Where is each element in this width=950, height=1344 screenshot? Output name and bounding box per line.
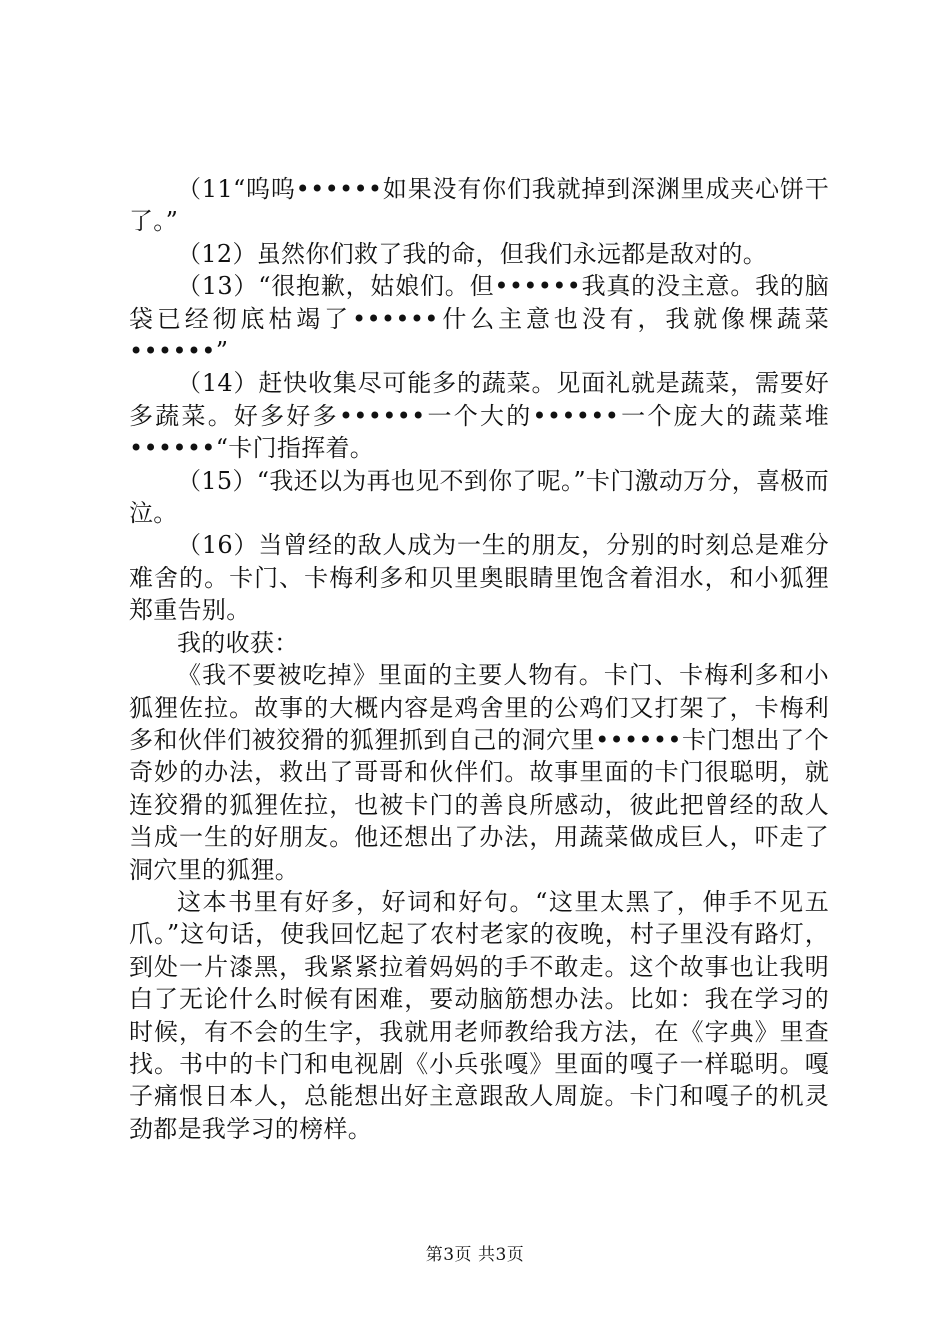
paragraph-15: （15）“我还以为再也见不到你了呢。”卡门激动万分，喜极而泣。: [129, 466, 829, 528]
paragraph-13: （13）“很抱歉，姑娘们。但••••••我真的没主意。我的脑袋已经彻底枯竭了••••••什么主意也没有，我就像棵蔬菜••••••”: [129, 272, 829, 366]
paragraph-14: （14）赶快收集尽可能多的蔬菜。见面礼就是蔬菜，需要好多蔬菜。好多好多••••••一个大的••••••一个庞大的蔬菜堆••••••“卡门指挥着。: [129, 369, 829, 463]
page-body: [129, 173, 829, 1145]
paragraph-16: （16）当曾经的敌人成为一生的朋友，分别的时刻总是难分难舍的。卡门、卡梅利多和贝里奥眼睛里饱含着泪水，和小狐狸郑重告别。: [129, 531, 829, 625]
paragraph-12: （12）虽然你们救了我的命，但我们永远都是敌对的。: [177, 239, 768, 268]
harvest-paragraph-reflection: 这本书里有好多，好词和好句。“这里太黑了，伸手不见五爪。”这句话，使我回忆起了农村老家的夜晚，村子里没有路灯，到处一片漆黑，我紧紧拉着妈妈的手不敢走。这个故事也让我明白了无论什么时候有困难，要动脑筋想办法。比如：我在学习的时候，有不会的生字，我就用老师教给我方法，在《字典》里查找。书中的卡门和电视剧《小兵张嘎》里面的嘎子一样聪明。嘎子痛恨日本人，总能想出好主意跟敌人周旋。卡门和嘎子的机灵劲都是我学习的榜样。: [129, 887, 829, 1143]
page-number-footer: 第3页 共3页: [425, 1245, 525, 1265]
paragraph-11: （11“呜呜••••••如果没有你们我就掉到深渊里成夹心饼干了。”: [129, 175, 829, 236]
harvest-paragraph-summary: 《我不要被吃掉》里面的主要人物有。卡门、卡梅利多和小狐狸佐拉。故事的大概内容是鸡舍里的公鸡们又打架了，卡梅利多和伙伴们被狡猾的狐狸抓到自己的洞穴里••••••卡门想出了个奇妙的办法，救出了哥哥和伙伴们。故事里面的卡门很聪明，就连狡猾的狐狸佐拉，也被卡门的善良所感动，彼此把曾经的敌人当成一生的好朋友。他还想出了办法，用蔬菜做成巨人，吓走了洞穴里的狐狸。: [129, 661, 829, 884]
harvest-heading: 我的收获：: [177, 628, 299, 657]
